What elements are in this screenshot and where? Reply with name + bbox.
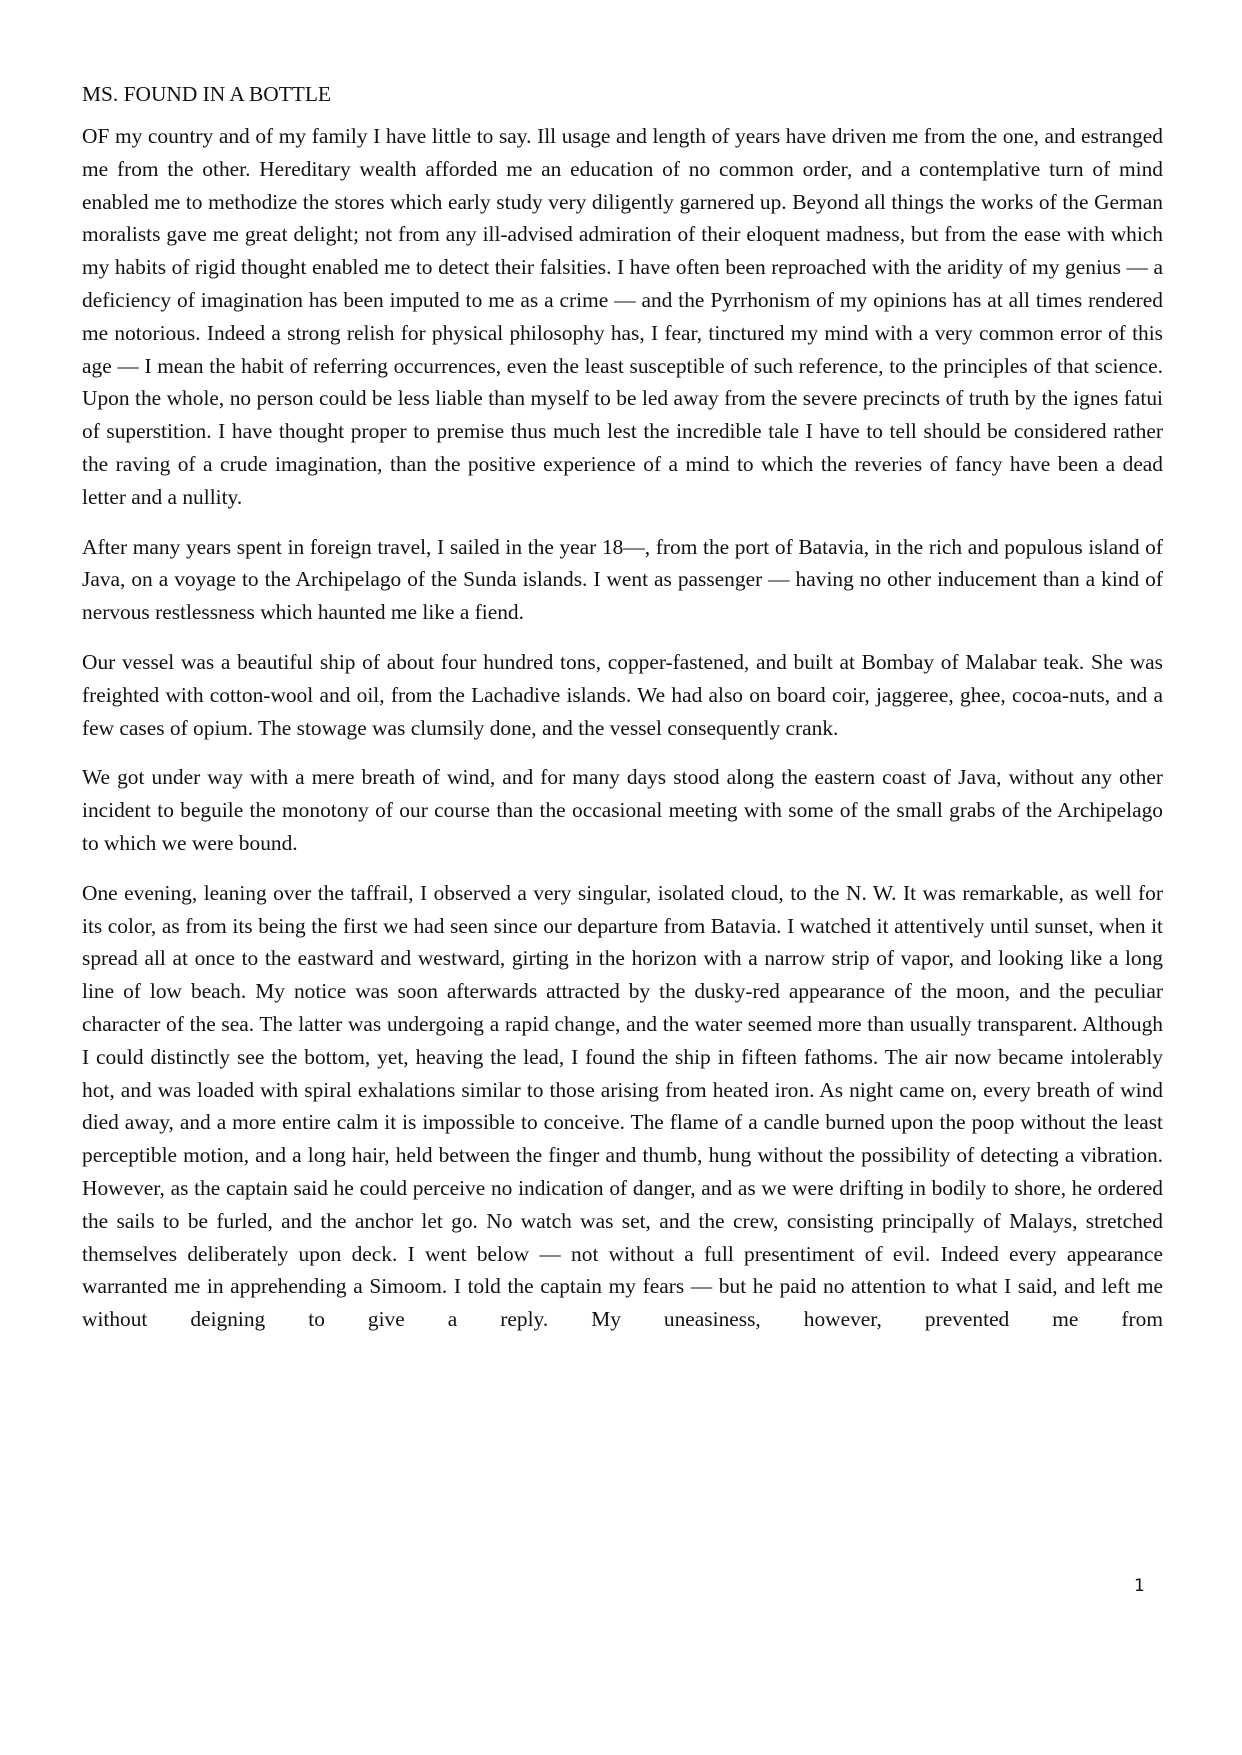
paragraph-4: We got under way with a mere breath of wind, and for many days stood along the eastern coast of Java, without any other incident to beguile the monotony of our course than the occasional meeting with some of the small grabs of the Archipelago to which we were bound. <box>82 765 1163 855</box>
document-body <box>82 80 1163 1353</box>
page-number: 1 <box>1134 1576 1145 1596</box>
paragraph-1: OF my country and of my family I have little to say. Ill usage and length of years have driven me from the one, and estranged me from the other. Hereditary wealth afforded me an education of no common order, and a contemplative turn of mind enabled me to methodize the stores which early study very diligently garnered up. Beyond all things the works of the German moralists gave me great delight; not from any ill-advised admiration of their eloquent madness, but from the ease with which my habits of rigid thought enabled me to detect their falsities. I have often been reproached with the aridity of my genius — a deficiency of imagination has been imputed to me as a crime — and the Pyrrhonism of my opinions has at all times rendered me notorious. Indeed a strong relish for physical philosophy has, I fear, tinctured my mind with a very common error of this age — I mean the habit of referring occurrences, even the least susceptible of such reference, to the principles of that science. Upon the whole, no person could be less liable than myself to be led away from the severe precincts of truth by the ignes fatui of superstition. I have thought proper to premise thus much lest the incredible tale I have to tell should be considered rather the raving of a crude imagination, than the positive experience of a mind to which the reveries of fancy have been a dead letter and a nullity. <box>82 124 1163 509</box>
paragraph-2: After many years spent in foreign travel, I sailed in the year 18—, from the port of Batavia, in the rich and populous island of Java, on a voyage to the Archipelago of the Sunda islands. I went as passenger — having no other inducement than a kind of nervous restlessness which haunted me like a fiend. <box>82 534 1163 625</box>
paragraph-3: Our vessel was a beautiful ship of about four hundred tons, copper-fastened, and built at Bombay of Malabar teak. She was freighted with cotton-wool and oil, from the Lachadive islands. We had also on board coir, jaggeree, ghee, cocoa-nuts, and a few cases of opium. The stowage was clumsily done, and the vessel consequently crank. <box>82 649 1163 740</box>
document-title: MS. FOUND IN A BOTTLE <box>82 82 331 106</box>
paragraph-5: One evening, leaning over the taffrail, I observed a very singular, isolated cloud, to the N. W. It was remarkable, as well for its color, as from its being the first we had seen since our departure from Batavia. I watched it attentively until sunset, when it spread all at once to the eastward and westward, girting in the horizon with a narrow strip of vapor, and looking like a long line of low beach. My notice was soon afterwards attracted by the dusky-red appearance of the moon, and the peculiar character of the sea. The latter was undergoing a rapid change, and the water seemed more than usually transparent. Although I could distinctly see the bottom, yet, heaving the lead, I found the ship in fifteen fathoms. The air now became intolerably hot, and was loaded with spiral exhalations similar to those arising from heated iron. As night came on, every breath of wind died away, and a more entire calm it is impossible to conceive. The flame of a candle burned upon the poop without the least perceptible motion, and a long hair, held between the finger and thumb, hung without the possibility of detecting a vibration. However, as the captain said he could perceive no indication of danger, and as we were drifting in bodily to shore, he ordered the sails to be furled, and the anchor let go. No watch was set, and the crew, consisting principally of Malays, stretched themselves deliberately upon deck. I went below — not without a full presentiment of evil. Indeed every appearance warranted me in apprehending a Simoom. I told the captain my fears — but he paid no attention to what I said, and left me without deigning to give a reply. My uneasiness, however, prevented me from <box>82 880 1163 1332</box>
